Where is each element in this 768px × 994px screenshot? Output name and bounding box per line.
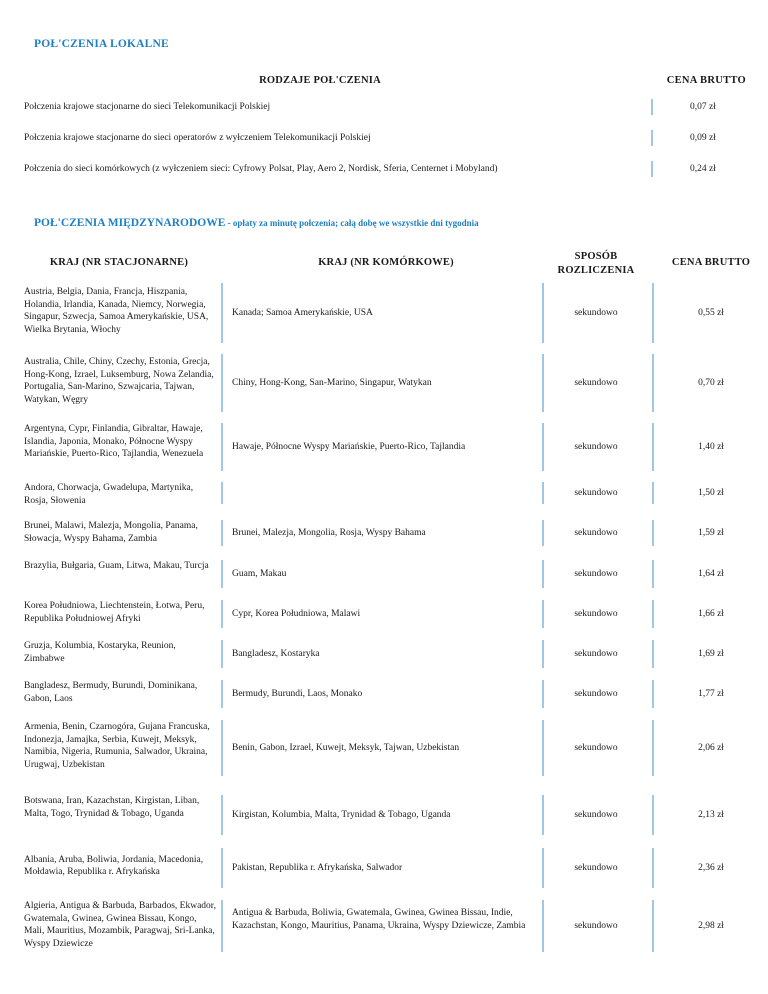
billing-method-cell: sekundowo (574, 863, 618, 873)
column-divider (542, 423, 544, 471)
gross-price-cell: 1,59 zł (698, 528, 724, 538)
column-divider (652, 560, 654, 588)
column-divider (221, 848, 223, 888)
column-divider (652, 354, 654, 412)
table-row (0, 848, 768, 888)
mobile-countries-cell: Cypr, Korea Południowa, Malawi (232, 608, 361, 619)
column-divider (221, 560, 223, 588)
column-divider (221, 482, 223, 504)
billing-method-cell: sekundowo (574, 649, 618, 659)
local-type-header: RODZAJE POŁ'CZENIA (259, 75, 381, 86)
column-divider (542, 520, 544, 546)
billing-method-cell: sekundowo (574, 528, 618, 538)
column-divider (221, 640, 223, 668)
column-divider (652, 848, 654, 888)
column-divider (221, 720, 223, 776)
billing-method-cell: sekundowo (574, 810, 618, 820)
column-divider (652, 283, 654, 343)
column-divider (652, 520, 654, 546)
column-divider (221, 283, 223, 343)
gross-price-cell: 1,50 zł (698, 488, 724, 498)
billing-method-header: SPOSÓB ROZLICZENIA (557, 251, 635, 276)
column-divider (221, 900, 223, 952)
column-divider (542, 848, 544, 888)
local-row (0, 99, 768, 119)
column-divider (542, 720, 544, 776)
column-divider (221, 354, 223, 412)
gross-price-cell: 2,13 zł (698, 810, 724, 820)
column-divider (651, 161, 653, 177)
billing-method-cell: sekundowo (574, 308, 618, 318)
gross-price-cell: 2,98 zł (698, 921, 724, 931)
billing-method-cell: sekundowo (574, 689, 618, 699)
table-row (0, 283, 768, 343)
mobile-countries-cell: Bangladesz, Kostaryka (232, 648, 320, 659)
mobile-countries-cell: Brunei, Malezja, Mongolia, Rosja, Wyspy Bahama (232, 527, 426, 538)
mobile-countries-cell: Kirgistan, Kolumbia, Malta, Trynidad & Tobago, Uganda (232, 809, 451, 820)
local-row-price: 0,09 zł (690, 133, 716, 143)
local-row-desc: Połczenia krajowe stacjonarne do sieci operatorów z wyłczeniem Telekomunikacji Polskiej (24, 133, 371, 143)
column-divider (221, 680, 223, 708)
gross-price-cell: 1,69 zł (698, 649, 724, 659)
column-divider (542, 560, 544, 588)
local-row (0, 130, 768, 150)
column-divider (652, 600, 654, 628)
billing-method-cell: sekundowo (574, 378, 618, 388)
billing-method-cell: sekundowo (574, 921, 618, 931)
landline-countries-cell: Bangladesz, Bermudy, Burundi, Dominikana, Gabon, Laos (24, 681, 198, 704)
landline-countries-cell: Algieria, Antigua & Barbuda, Barbados, Ekwador, Gwatemala, Gwinea, Gwinea Bissau, Kongo, Mali, Mauritius, Mozambik, Paragwaj, Sri-Lanka, Wyspy Dziewicze (24, 901, 216, 949)
international-calls-title (34, 217, 479, 229)
column-divider (542, 283, 544, 343)
gross-price-cell: 1,64 zł (698, 569, 724, 579)
landline-countries-cell: Gruzja, Kolumbia, Kostaryka, Reunion, Zimbabwe (24, 641, 176, 664)
table-row (0, 560, 768, 588)
column-divider (542, 482, 544, 504)
billing-method-cell: sekundowo (574, 569, 618, 579)
mobile-countries-cell: Kanada; Samoa Amerykańskie, USA (232, 307, 373, 318)
column-divider (652, 795, 654, 835)
column-divider (542, 795, 544, 835)
gross-price-cell: 0,70 zł (698, 378, 724, 388)
billing-method-cell: sekundowo (574, 442, 618, 452)
landline-countries-cell: Austria, Belgia, Dania, Francja, Hiszpania, Holandia, Irlandia, Kanada, Niemcy, Norwegia, Singapur, Szwecja, Samoa Amerykańskie, USA, Wielka Brytania, Włochy (24, 287, 209, 335)
international-title-subtitle: - opłaty za minutę połczenia; całą dobę we wszystkie dni tygodnia (225, 218, 479, 228)
mobile-countries-cell: Pakistan, Republika r. Afrykańska, Salwador (232, 862, 403, 873)
column-divider (652, 423, 654, 471)
table-row (0, 680, 768, 708)
mobile-countries-cell: Chiny, Hong-Kong, San-Marino, Singapur, Watykan (232, 377, 432, 388)
column-divider (652, 900, 654, 952)
column-divider (652, 720, 654, 776)
column-divider (542, 640, 544, 668)
billing-method-cell: sekundowo (574, 609, 618, 619)
local-price-header: CENA BRUTTO (666, 75, 746, 86)
table-row (0, 640, 768, 668)
mobile-countries-cell: Hawaje, Północne Wyspy Mariańskie, Puerto-Rico, Tajlandia (232, 441, 466, 452)
column-divider (221, 600, 223, 628)
local-row-desc: Połczenia krajowe stacjonarne do sieci Telekomunikacji Polskiej (24, 102, 271, 112)
table-row (0, 900, 768, 952)
column-divider (652, 680, 654, 708)
table-row (0, 482, 768, 504)
landline-country-header: KRAJ (NR STACJONARNE) (49, 257, 189, 268)
mobile-countries-cell: Benin, Gabon, Izrael, Kuwejt, Meksyk, Tajwan, Uzbekistan (232, 742, 460, 753)
mobile-country-header: KRAJ (NR KOMÓRKOWE) (318, 257, 454, 268)
mobile-countries-cell: Bermudy, Burundi, Laos, Monako (232, 688, 363, 699)
local-calls-title: POŁ'CZENIA LOKALNE (34, 38, 169, 50)
landline-countries-cell: Albania, Aruba, Boliwia, Jordania, Macedonia, Mołdawia, Republika r. Afrykańska (24, 854, 204, 877)
mobile-countries-cell: Antigua & Barbuda, Boliwia, Gwatemala, Gwinea, Gwinea Bissau, Indie, Kazachstan, Kongo, Mauritius, Panama, Ukraina, Wyspy Dziewicze, Zambia (232, 908, 526, 931)
gross-price-cell: 1,40 zł (698, 442, 724, 452)
local-row-price: 0,24 zł (690, 164, 716, 174)
landline-countries-cell: Andora, Chorwacja, Gwadelupa, Martynika, Rosja, Słowenia (24, 483, 194, 506)
column-divider (651, 99, 653, 115)
column-divider (542, 680, 544, 708)
landline-countries-cell: Australia, Chile, Chiny, Czechy, Estonia, Grecja, Hong-Kong, Izrael, Luksemburg, Nowa Zelandia, Portugalia, San-Marino, Szwajcaria, Tajwan, Watykan, Węgry (24, 357, 214, 405)
landline-countries-cell: Armenia, Benin, Czarnogóra, Gujana Francuska, Indonezja, Jamajka, Serbia, Kuwejt, Meksyk, Namibia, Nigeria, Rumunia, Salwador, Ukraina, Urugwaj, Uzbekistan (24, 722, 210, 770)
table-row (0, 720, 768, 776)
column-divider (652, 482, 654, 504)
gross-price-cell: 1,77 zł (698, 689, 724, 699)
column-divider (542, 354, 544, 412)
local-row (0, 161, 768, 181)
gross-price-cell: 2,06 zł (698, 743, 724, 753)
landline-countries-cell: Korea Południowa, Liechtenstein, Łotwa, Peru, Republika Południowej Afryki (24, 601, 205, 624)
billing-method-cell: sekundowo (574, 743, 618, 753)
local-row-desc: Połczenia do sieci komórkowych (z wyłczeniem sieci: Cyfrowy Polsat, Play, Aero 2, Nordisk, Sferia, Centernet i Mobyland) (24, 164, 498, 174)
table-row (0, 600, 768, 628)
table-row (0, 795, 768, 835)
table-row (0, 520, 768, 546)
column-divider (221, 520, 223, 546)
international-title-main: POŁ'CZENIA MIĘDZYNARODOWE (34, 217, 226, 229)
local-row-price: 0,07 zł (690, 102, 716, 112)
column-divider (542, 600, 544, 628)
gross-price-header: CENA BRUTTO (671, 257, 751, 268)
gross-price-cell: 1,66 zł (698, 609, 724, 619)
column-divider (221, 795, 223, 835)
mobile-countries-cell: Guam, Makau (232, 568, 287, 579)
table-row (0, 423, 768, 471)
table-row (0, 354, 768, 412)
gross-price-cell: 2,36 zł (698, 863, 724, 873)
landline-countries-cell: Brunei, Malawi, Malezja, Mongolia, Panama, Słowacja, Wyspy Bahama, Zambia (24, 521, 198, 544)
column-divider (542, 900, 544, 952)
column-divider (652, 640, 654, 668)
landline-countries-cell: Botswana, Iran, Kazachstan, Kirgistan, Liban, Malta, Togo, Trynidad & Tobago, Uganda (24, 796, 200, 819)
billing-method-cell: sekundowo (574, 488, 618, 498)
column-divider (221, 423, 223, 471)
landline-countries-cell: Argentyna, Cypr, Finlandia, Gibraltar, Hawaje, Islandia, Japonia, Monako, Północne Wyspy Mariańskie, Puerto-Rico, Tajlandia, Wenezuela (24, 424, 204, 459)
column-divider (651, 130, 653, 146)
gross-price-cell: 0,55 zł (698, 308, 724, 318)
landline-countries-cell: Brazylia, Bułgaria, Guam, Litwa, Makau, Turcja (24, 561, 209, 571)
